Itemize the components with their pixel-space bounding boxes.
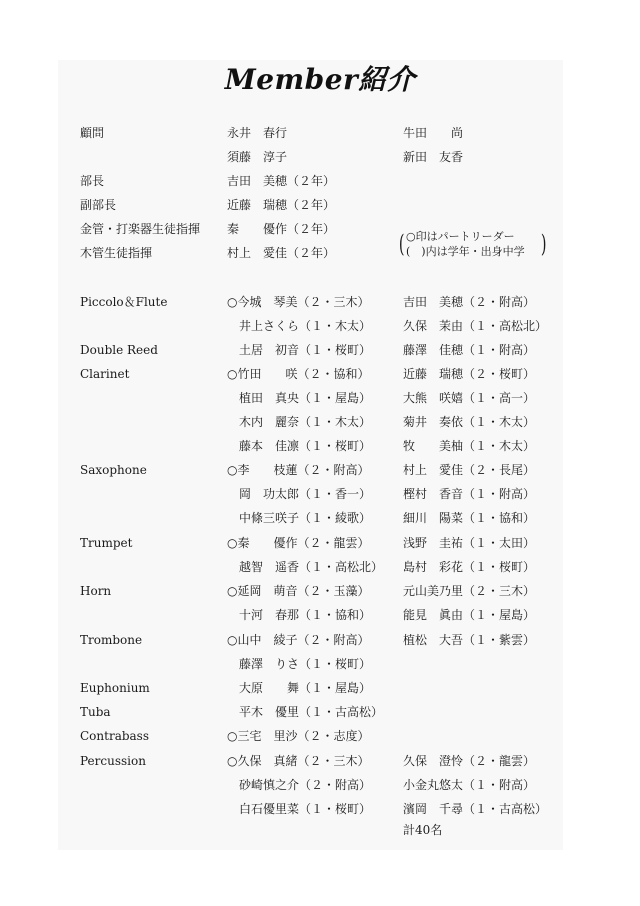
section-label: Horn xyxy=(80,584,112,598)
member-row xyxy=(0,751,640,771)
section-label: 部長 xyxy=(80,174,105,188)
member-entry: 樫村 香音（１・附高） xyxy=(403,487,536,501)
member-entry: 秦 優作（２年） xyxy=(227,222,336,236)
section-label: Contrabass xyxy=(80,729,149,743)
member-entry: 土居 初音（１・桜町） xyxy=(227,343,372,357)
section-label: Trombone xyxy=(80,633,143,647)
member-row xyxy=(0,702,640,722)
member-entry: 十河 春那（１・協和） xyxy=(227,608,372,622)
member-entry: ○久保 真緒（２・三木） xyxy=(227,754,370,768)
total-count: 計40名 xyxy=(403,823,443,837)
member-row xyxy=(0,581,640,601)
section-label: 顧問 xyxy=(80,126,105,140)
member-row xyxy=(0,436,640,456)
member-entry: 牛田 尚 xyxy=(403,126,464,140)
left-paren: ( xyxy=(398,230,405,258)
member-entry: 近藤 瑞穂（２・桜町） xyxy=(403,367,536,381)
member-row xyxy=(0,605,640,625)
member-row xyxy=(0,678,640,698)
member-row xyxy=(0,340,640,360)
member-row xyxy=(0,292,640,312)
member-entry: ○三宅 里沙（２・志度） xyxy=(227,729,370,743)
legend-line-1: ○印はパートリーダー xyxy=(406,230,515,243)
section-label: 木管生徒指揮 xyxy=(80,246,153,260)
member-entry: 砂崎慎之介（２・附高） xyxy=(227,778,372,792)
member-row xyxy=(0,123,640,143)
member-entry: 細川 陽菜（１・協和） xyxy=(403,511,536,525)
section-label: 副部長 xyxy=(80,198,117,212)
member-row xyxy=(0,460,640,480)
member-entry: 大熊 咲嬉（１・高一） xyxy=(403,391,536,405)
member-entry: 藤本 佳凛（１・桜町） xyxy=(227,439,372,453)
section-label: Tuba xyxy=(80,705,111,719)
member-entry: 須藤 淳子 xyxy=(227,150,288,164)
member-entry: 藤澤 りさ（１・桜町） xyxy=(227,657,372,671)
legend-note xyxy=(397,227,547,263)
member-entry: ○今城 琴美（２・三木） xyxy=(227,295,370,309)
member-entry: 井上さくら（１・木太） xyxy=(227,319,372,333)
section-label: Piccolo＆Flute xyxy=(80,295,168,309)
member-entry: 能見 眞由（１・屋島） xyxy=(403,608,536,622)
member-entry: 久保 茉由（１・高松北） xyxy=(403,319,548,333)
member-row xyxy=(0,484,640,504)
member-row xyxy=(0,533,640,553)
member-row xyxy=(0,364,640,384)
member-entry: 永井 春行 xyxy=(227,126,288,140)
member-entry: 島村 彩花（１・桜町） xyxy=(403,560,536,574)
member-entry: 大原 舞（１・屋島） xyxy=(227,681,372,695)
member-entry: 小金丸悠太（１・附高） xyxy=(403,778,536,792)
member-entry: ○竹田 咲（２・協和） xyxy=(227,367,370,381)
member-row xyxy=(0,630,640,650)
member-entry: ○山中 綾子（２・附高） xyxy=(227,633,370,647)
member-entry: 植松 大吾（１・紫雲） xyxy=(403,633,536,647)
member-row xyxy=(0,726,640,746)
member-row xyxy=(0,799,640,819)
member-entry: 牧 美柚（１・木太） xyxy=(403,439,536,453)
member-entry: 白石優里菜（１・桜町） xyxy=(227,802,372,816)
member-entry: 木内 麗奈（１・木太） xyxy=(227,415,372,429)
legend-line-2: ( )内は学年・出身中学 xyxy=(406,245,525,258)
member-entry: 岡 功太郎（１・香一） xyxy=(227,487,372,501)
member-row xyxy=(0,316,640,336)
section-label: 金管・打楽器生徒指揮 xyxy=(80,222,201,236)
member-entry: 濱岡 千尋（１・古高松） xyxy=(403,802,548,816)
member-row xyxy=(0,388,640,408)
member-row xyxy=(0,654,640,674)
member-entry: 近藤 瑞穂（２年） xyxy=(227,198,336,212)
member-row xyxy=(0,775,640,795)
member-entry: ○秦 優作（２・龍雲） xyxy=(227,536,370,550)
section-label: Percussion xyxy=(80,754,146,768)
member-row xyxy=(0,147,640,167)
member-entry: 中條三咲子（１・綾歌） xyxy=(227,511,372,525)
section-label: Double Reed xyxy=(80,343,158,357)
member-row xyxy=(0,508,640,528)
member-row xyxy=(0,171,640,191)
member-entry: 新田 友香 xyxy=(403,150,464,164)
member-entry: 村上 愛佳（２年） xyxy=(227,246,336,260)
member-entry: 平木 優里（１・古高松） xyxy=(227,705,384,719)
member-entry: 村上 愛佳（２・長尾） xyxy=(403,463,536,477)
member-entry: 久保 澄怜（２・龍雲） xyxy=(403,754,536,768)
page-title: Member紹介 xyxy=(224,63,416,96)
section-label: Trumpet xyxy=(80,536,133,550)
member-entry: 元山美乃里（２・三木） xyxy=(403,584,536,598)
member-entry: 藤澤 佳穂（１・附高） xyxy=(403,343,536,357)
member-row xyxy=(0,412,640,432)
member-entry: 吉田 美穂（２年） xyxy=(227,174,336,188)
member-row xyxy=(0,557,640,577)
member-entry: ○延岡 萌音（２・玉藻） xyxy=(227,584,370,598)
section-label: Euphonium xyxy=(80,681,150,695)
member-entry: 越智 遥香（１・高松北） xyxy=(227,560,384,574)
right-paren: ) xyxy=(540,230,547,258)
section-label: Saxophone xyxy=(80,463,147,477)
section-label: Clarinet xyxy=(80,367,130,381)
member-row xyxy=(0,195,640,215)
member-entry: 菊井 奏依（１・木太） xyxy=(403,415,536,429)
member-entry: 浅野 圭祐（１・太田） xyxy=(403,536,536,550)
member-entry: 吉田 美穂（２・附高） xyxy=(403,295,536,309)
member-entry: ○李 枝蓮（２・附高） xyxy=(227,463,370,477)
member-entry: 植田 真央（１・屋島） xyxy=(227,391,372,405)
